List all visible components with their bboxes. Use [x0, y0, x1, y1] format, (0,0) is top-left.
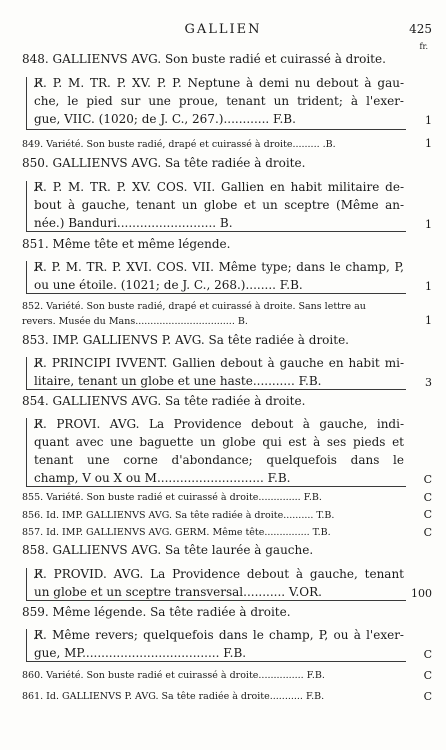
price-853: 3 [425, 376, 432, 389]
entry-848-line-1: 848. GALLIENVS AVG. Son buste radié et cuirassé à droite. [22, 52, 386, 66]
entry-853-line-3: litaire, tenant un globe et une haste........... F.B. [34, 374, 322, 388]
entry-860-line-1: 860. Variété. Son buste radié et cuirassé à droite............... F.B. [22, 670, 325, 681]
entry-848-line-3: che, le pied sur une proue, tenant un trident; à l'exer- [34, 94, 404, 108]
entry-854-line-5: champ, V ou X ou M............................ F.B. [34, 471, 291, 485]
entry-855-line-1: 855. Variété. Son buste radié et cuirassé à droite.............. F.B. [22, 492, 322, 503]
price-856: C [423, 508, 432, 521]
rule-after-854 [26, 486, 406, 487]
rule-after-853 [26, 389, 406, 390]
reverse-rule-859 [26, 629, 27, 661]
entry-852-line-2: revers. Musée du Mans................................. B. [22, 316, 248, 327]
entry-853-line-2: R̸. PRINCIPI IVVENT. Gallien debout à gauche en habit mi- [34, 356, 404, 370]
entry-858-line-3: un globe et un sceptre transversal........... V.OR. [34, 585, 322, 599]
entry-856-line-1: 856. Id. IMP. GALLIENVS AVG. Sa tête radiée à droite.......... T.B. [22, 510, 335, 521]
reverse-rule-850 [26, 181, 27, 231]
price-855: C [423, 491, 432, 504]
running-title: GALLIEN [184, 22, 262, 37]
price-858: 100 [411, 587, 432, 600]
reverse-rule-853 [26, 357, 27, 389]
entry-858-line-2: R̸. PROVID. AVG. La Providence debout à gauche, tenant [34, 567, 404, 581]
reverse-rule-854 [26, 418, 27, 486]
price-852: 1 [425, 314, 432, 327]
entry-851-line-2: R̸. P. M. TR. P. XVI. COS. VII. Même type; dans le champ, P, [34, 260, 404, 274]
entry-848-line-4: gue, VIIC. (1020; de J. C., 267.)............ F.B. [34, 112, 296, 126]
entry-850-line-1: 850. GALLIENVS AVG. Sa tête radiée à droite. [22, 156, 306, 170]
price-850: 1 [425, 218, 432, 231]
reverse-rule-858 [26, 568, 27, 600]
entry-849-line-1: 849. Variété. Son buste radié, drapé et cuirassé à droite......... .B. [22, 139, 336, 150]
rule-after-859 [26, 661, 406, 662]
price-854: C [423, 473, 432, 486]
price-848: 1 [425, 114, 432, 127]
entry-853-line-1: 853. IMP. GALLIENVS P. AVG. Sa tête radiée à droite. [22, 333, 349, 347]
price-849: 1 [425, 137, 432, 150]
page-number: 425 [409, 22, 432, 36]
price-859: C [423, 648, 432, 661]
rule-after-850 [26, 231, 406, 232]
entry-850-line-2: R̸. P. M. TR. P. XV. COS. VII. Gallien en habit militaire de- [34, 180, 404, 194]
entry-854-line-1: 854. GALLIENVS AVG. Sa tête radiée à droite. [22, 394, 306, 408]
price-unit: fr. [419, 42, 428, 51]
rule-after-851 [26, 293, 406, 294]
entry-851-line-3: ou une étoile. (1021; de J. C., 268.)........ F.B. [34, 278, 303, 292]
reverse-rule-851 [26, 261, 27, 293]
rule-after-848 [26, 129, 406, 130]
price-860: C [423, 669, 432, 682]
entry-848-line-2: R̸. P. M. TR. P. XV. P. P. Neptune à demi nu debout à gau- [34, 76, 404, 90]
entry-857-line-1: 857. Id. IMP. GALLIENVS AVG. GERM. Même tête............... T.B. [22, 527, 331, 538]
reverse-rule-848 [26, 77, 27, 129]
entry-850-line-3: bout à gauche, tenant un globe et un sceptre (Même an- [34, 198, 404, 212]
entry-854-line-2: R̸. PROVI. AVG. La Providence debout à gauche, indi- [34, 417, 404, 431]
entry-861-line-1: 861. Id. GALLIENVS P. AVG. Sa tête radiée à droite........... F.B. [22, 691, 325, 702]
price-861: C [423, 690, 432, 703]
entry-852-line-1: 852. Variété. Son buste radié, drapé et cuirassé à droite. Sans lettre au [22, 301, 366, 312]
entry-854-line-3: quant avec une baguette un globe qui est à ses pieds et [34, 435, 404, 449]
price-851: 1 [425, 280, 432, 293]
entry-859-line-3: gue, MP.................................... F.B. [34, 646, 247, 660]
entry-859-line-2: R̸. Même revers; quelquefois dans le champ, P, ou à l'exer- [34, 628, 404, 642]
entry-850-line-4: née.) Banduri.......................... B. [34, 216, 233, 230]
entry-851-line-1: 851. Même tête et même légende. [22, 237, 231, 251]
price-857: C [423, 526, 432, 539]
entry-859-line-1: 859. Même légende. Sa tête radiée à droite. [22, 605, 291, 619]
entry-854-line-4: tenant une corne d'abondance; quelquefois dans le [34, 453, 404, 467]
rule-after-858 [26, 600, 406, 601]
entry-858-line-1: 858. GALLIENVS AVG. Sa tête laurée à gauche. [22, 543, 314, 557]
